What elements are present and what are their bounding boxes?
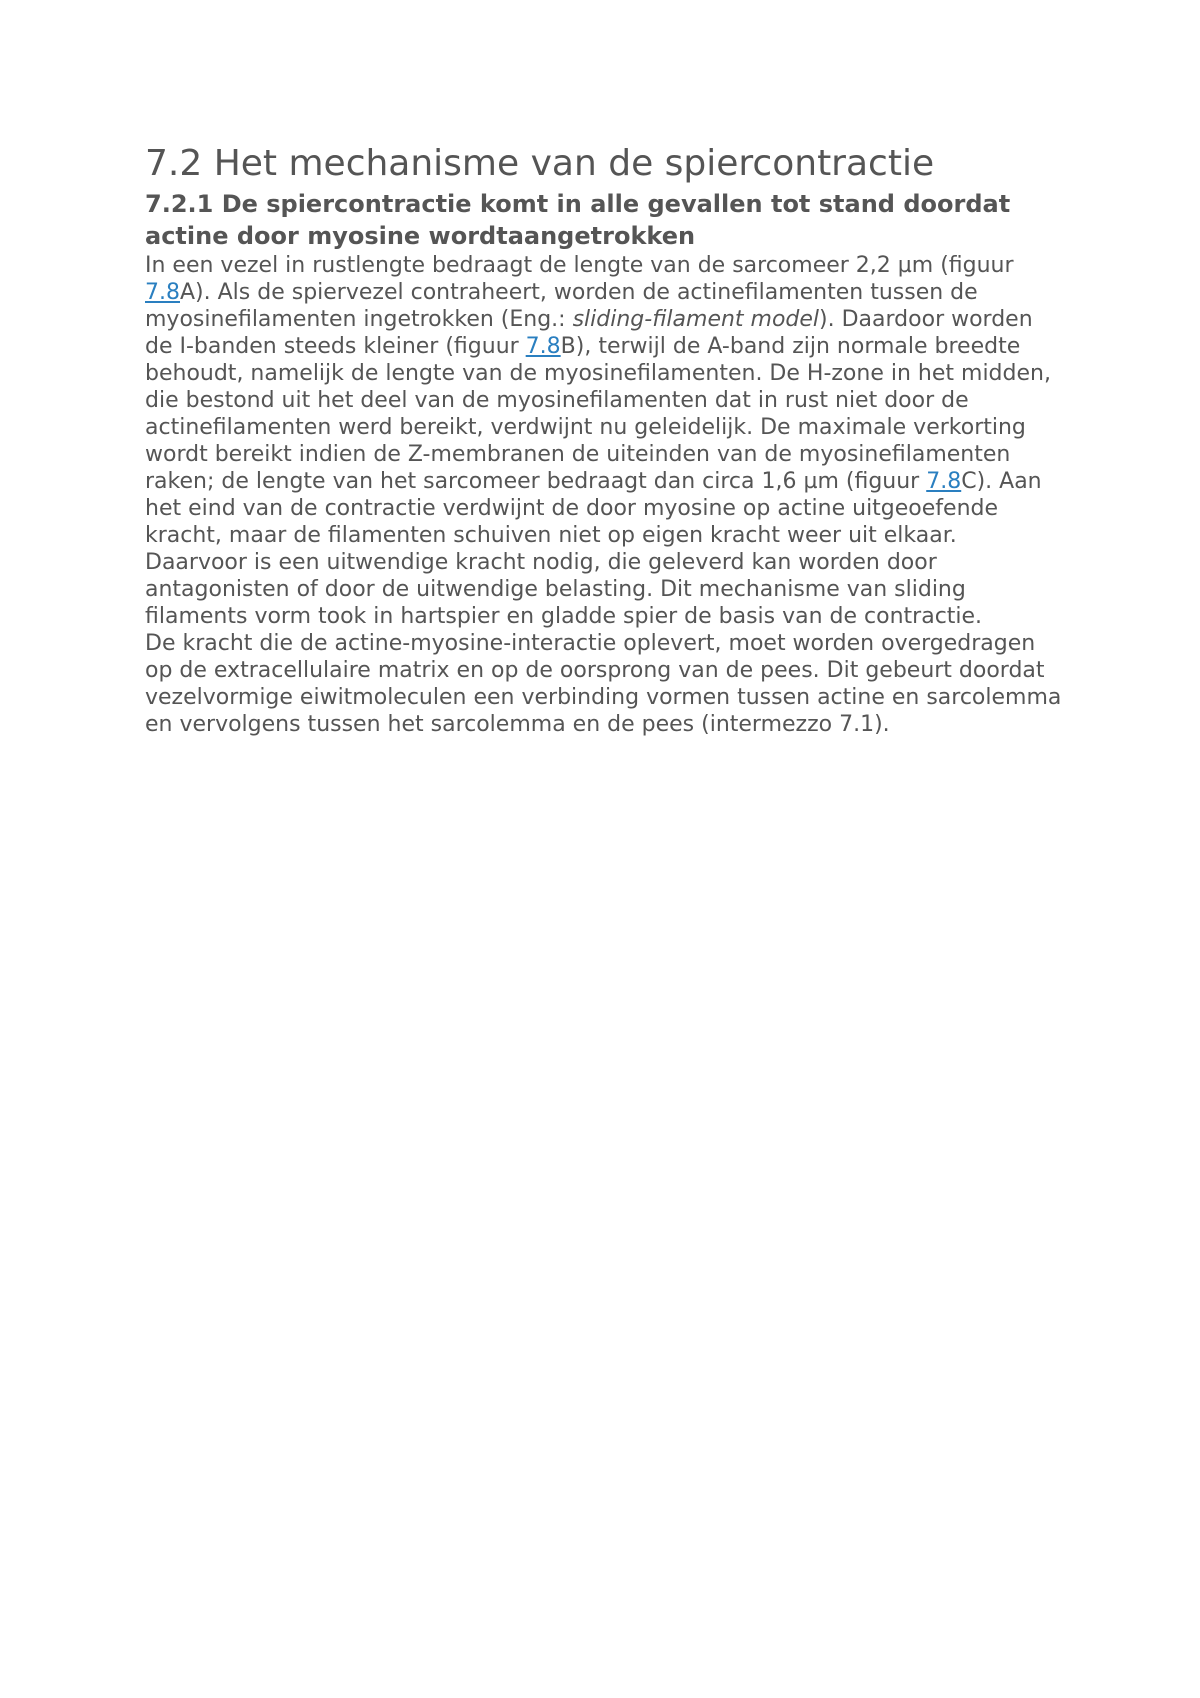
paragraph-text: A). Als de spiervezel contraheert, worden de actinefilamenten tussen de myosinefilamenten ingetrokken (Eng.: (145, 280, 978, 332)
figure-link-7-8-b[interactable]: 7.8 (525, 334, 561, 359)
body-paragraph-1 (145, 252, 1065, 630)
document-page (145, 140, 1065, 738)
paragraph-text: ). Daardoor worden de I-banden steeds kleiner (figuur (145, 307, 1033, 359)
paragraph-text: B), terwijl de A-band zijn normale breedte behoudt, namelijk de lengte van de myosinefilamenten. De H-zone in het midden, die bestond uit het deel van de myosinefilamenten dat in rust niet door de actinefilamenten werd bereikt, verdwijnt nu geleidelijk. De maximale verkorting wordt bereikt indien de Z-membranen de uiteinden van de myosinefilamenten raken; de lengte van het sarcomeer bedraagt dan circa 1,6 µm (figuur (145, 334, 1051, 494)
body-paragraph-2: De kracht die de actine-myosine-interactie oplevert, moet worden overgedragen op de extracellulaire matrix en op de oorsprong van de pees. Dit gebeurt doordat vezelvormige eiwitmoleculen een verbinding vormen tussen actine en sarcolemma en vervolgens tussen het sarcolemma en de pees (intermezzo 7.1). (145, 631, 1062, 737)
paragraph-text: C). Aan het eind van de contractie verdwijnt de door myosine op actine uitgeoefende kracht, maar de filamenten schuiven niet op eigen kracht weer uit elkaar. Daarvoor is een uitwendige kracht nodig, die geleverd kan worden door antagonisten of door de uitwendige belasting. Dit mechanisme van sliding filaments vorm took in hartspier en gladde spier de basis van de contractie. (145, 469, 1042, 629)
section-title: 7.2 Het mechanisme van de spiercontractie (145, 143, 935, 184)
figure-link-7-8-c[interactable]: 7.8 (926, 469, 962, 494)
figure-link-7-8-a[interactable]: 7.8 (145, 280, 180, 305)
subsection-title: 7.2.1 De spiercontractie komt in alle gevallen tot stand doordat actine door myosine wordtaangetrokken (145, 190, 1011, 250)
emphasis-term: sliding-filament model (572, 307, 820, 332)
paragraph-text: In een vezel in rustlengte bedraagt de lengte van de sarcomeer 2,2 µm (figuur (145, 253, 1014, 278)
